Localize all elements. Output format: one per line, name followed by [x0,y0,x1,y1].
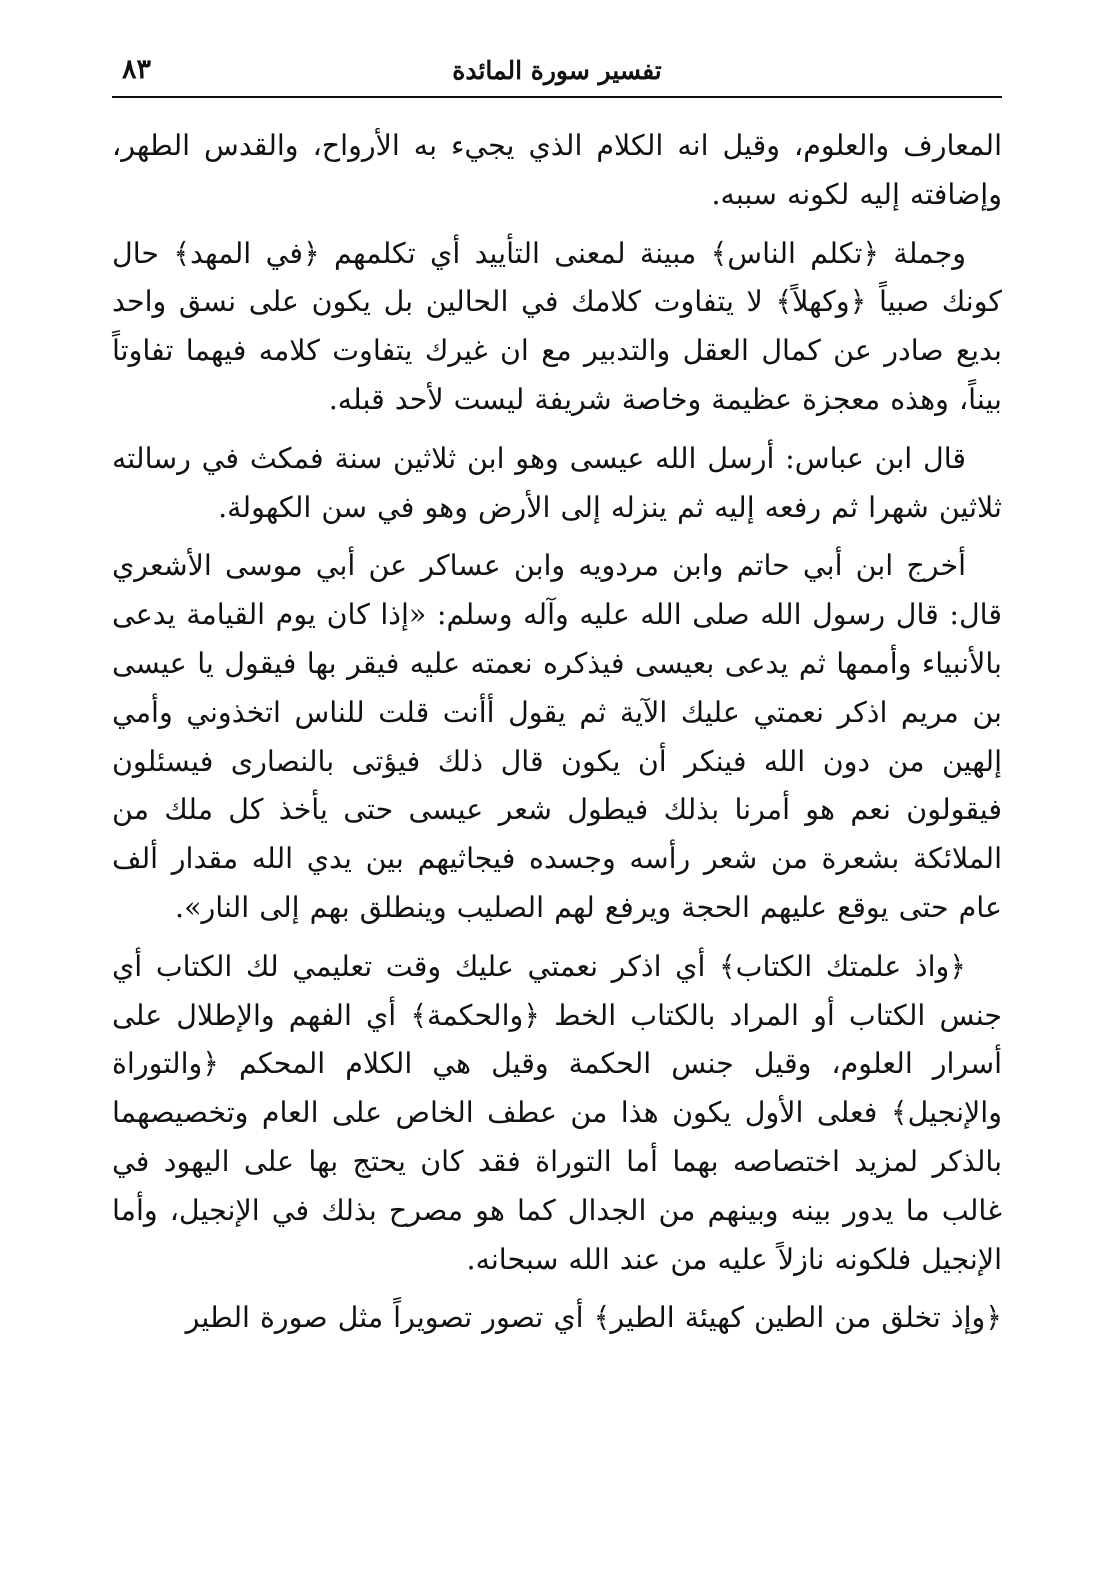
page-header [112,52,1002,98]
paragraph: قال ابن عباس: أرسل الله عيسى وهو ابن ثلاثين سنة فمكث في رسالته ثلاثين شهرا ثم رفعه إليه ثم ينزله إلى الأرض وهو في سن الكهولة. [112,441,1002,524]
paragraph: المعارف والعلوم، وقيل انه الكلام الذي يجيء به الأرواح، والقدس الطهر، وإضافته إليه لكونه سببه. [112,129,1002,211]
page-number: ٨٣ [122,54,152,85]
paragraph: ﴿وإذ تخلق من الطين كهيئة الطير﴾ أي تصور تصويراً مثل صورة الطير [185,1301,1002,1335]
running-title: تفسير سورة المائدة [452,56,662,85]
paragraph: ﴿واذ علمتك الكتاب﴾ أي اذكر نعمتي عليك وقت تعليمي لك الكتاب أي جنس الكتاب أو المراد بالكتاب الخط ﴿والحكمة﴾ أي الفهم والإطلال على أسرار العلوم، وقيل جنس الحكمة وقيل هي الكلام المحكم ﴿والتوراة والإنجيل﴾ فعلى الأول يكون هذا من عطف الخاص على العام وتخصيصهما بالذكر لمزيد اختصاصه بهما أما التوراة فقد كان يحتج بها على اليهود في غالب ما يدور بينه وبينهم من الجدال كما هو مصرح بذلك في الإنجيل، وأما الإنجيل فلكونه نازلاً عليه من عند الله سبحانه. [112,949,1002,1276]
paragraph: أخرج ابن أبي حاتم وابن مردويه وابن عساكر عن أبي موسى الأشعري قال: قال رسول الله صلى الله عليه وآله وسلم: «إذا كان يوم القيامة يدعى بالأنبياء وأممها ثم يدعى بعيسى فيذكره نعمته عليه فيقر بها فيقول يا عيسى بن مريم اذكر نعمتي عليك الآية ثم يقول أأنت قلت للناس اتخذوني وأمي إلهين من دون الله فينكر أن يكون قال ذلك فيؤتى بالنصارى فيسئلون فيقولون نعم هو أمرنا بذلك فيطول شعر عيسى حتى يأخذ كل ملك من الملائكة بشعرة من شعر رأسه وجسده فيجاثيهم بين يدي الله مقدار ألف عام حتى يوقع عليهم الحجة ويرفع لهم الصليب وينطلق بهم إلى النار». [112,549,1002,924]
paragraph: وجملة ﴿تكلم الناس﴾ مبينة لمعنى التأييد أي تكلمهم ﴿في المهد﴾ حال كونك صبياً ﴿وكهلاً﴾ لا يتفاوت كلامك في الحالين بل يكون على نسق واحد بديع صادر عن كمال العقل والتدبير مع ان غيرك يتفاوت كلامه فيهما تفاوتاً بيناً، وهذه معجزة عظيمة وخاصة شريفة ليست لأحد قبله. [112,236,1002,416]
body-text [112,122,1002,1353]
